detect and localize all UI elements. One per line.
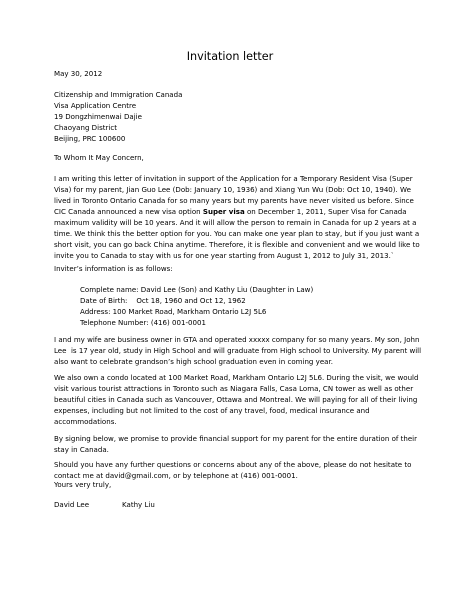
inviter-line: Date of Birth: Oct 18, 1960 and Oct 12, 1962 <box>80 296 246 305</box>
salutation-text: To Whom It May Concern, <box>54 153 144 162</box>
paragraph-visit <box>54 372 430 427</box>
paragraph-line: expenses, including but not limited to the cost of any travel, food, medical insurance and <box>54 406 370 415</box>
paragraph-line: also want to celebrate grandson’s high school graduation even in coming year. <box>54 357 333 366</box>
paragraph-line: contact me at david@gmail.com, or by telephone at (416) 001-0001. <box>54 471 298 480</box>
paragraph-support <box>54 433 430 455</box>
inviter-info <box>80 284 430 328</box>
paragraph-contact <box>54 459 430 481</box>
salutation <box>54 152 430 163</box>
address-line: 19 Dongzhimenwai Dajie <box>54 112 142 121</box>
closing-text: Yours very truly, <box>54 480 112 489</box>
paragraph-line: By signing below, we promise to provide financial support for my parent for the entire duration of their <box>54 434 418 443</box>
address-line: Beijing, PRC 100600 <box>54 134 126 143</box>
paragraph-line: Should you have any further questions or concerns about any of the above, please do not hesitate to <box>54 460 412 469</box>
inviter-line: Address: 100 Market Road, Markham Ontario L2J 5L6 <box>80 307 267 316</box>
paragraph-line: Visa) for my parent, Jian Guo Lee (Dob: January 10, 1936) and Xiang Yun Wu (Dob: Oct 10, 1940). We <box>54 185 411 194</box>
signature-kathy-liu: Kathy Liu <box>122 500 155 509</box>
paragraph-invitation <box>54 173 430 261</box>
paragraph-line: Lee is 17 year old, study in High School and will graduate from High school to University. My parent will <box>54 346 422 355</box>
inviter-line: Complete name: David Lee (Son) and Kathy Liu (Daughter in Law) <box>80 285 314 294</box>
address-line: Chaoyang District <box>54 123 117 132</box>
paragraph-line: beautiful cities in Canada such as Vancouver, Ottawa and Montreal. We will paying for all of their living <box>54 395 418 404</box>
letter-title: Invitation letter <box>186 50 274 63</box>
inviter-line: Telephone Number: (416) 001-0001 <box>80 318 206 327</box>
inviter-intro <box>54 263 430 274</box>
inviter-intro-text: Inviter’s information is as follows: <box>54 264 173 273</box>
signature-david-lee: David Lee <box>54 500 90 509</box>
address-line: Visa Application Centre <box>54 101 137 110</box>
paragraph-line: maximum validity will be 10 years. And it will allow the person to remain in Canada for up 2 years at a <box>54 218 417 227</box>
date-text: May 30, 2012 <box>54 69 103 78</box>
paragraph-line: invite you to Canada to stay with us for one year starting from August 1, 2012 to July 31, 2013.` <box>54 251 395 260</box>
paragraph-line: I and my wife are business owner in GTA and operated xxxxx company for so many years. My son, John <box>54 335 420 344</box>
paragraph-fragment: CIC Canada announced a new visa option <box>54 207 203 216</box>
paragraph-line: time. We think this the better option for you. You can make one year plan to stay, but if you just want a <box>54 229 420 238</box>
address-line: Citizenship and Immigration Canada <box>54 90 183 99</box>
paragraph-line: visit various tourist attractions in Toronto such as Niagara Falls, Casa Loma, CN tower as well as other <box>54 384 414 393</box>
paragraph-line: short visit, you can go back China anytime. Therefore, it is flexible and convenient and we would like to <box>54 240 420 249</box>
closing <box>54 479 430 490</box>
recipient-address <box>54 89 430 144</box>
paragraph-fragment: on December 1, 2011, Super Visa for Canada <box>244 207 407 216</box>
super-visa-emphasis: Super visa <box>202 207 245 216</box>
letter-date <box>54 68 430 79</box>
paragraph-line: I am writing this letter of invitation in support of the Application for a Temporary Resident Visa (Super <box>54 174 413 183</box>
paragraph-line: We also own a condo located at 100 Market Road, Markham Ontario L2J 5L6. During the visit, we would <box>54 373 419 382</box>
paragraph-line: lived in Toronto Ontario Canada for so many years but my parents have never visited us before. Since <box>54 196 414 205</box>
paragraph-business <box>54 334 430 367</box>
paragraph-line <box>54 206 430 217</box>
paragraph-line: stay in Canada. <box>54 445 109 454</box>
paragraph-line: accommodations. <box>54 417 117 426</box>
